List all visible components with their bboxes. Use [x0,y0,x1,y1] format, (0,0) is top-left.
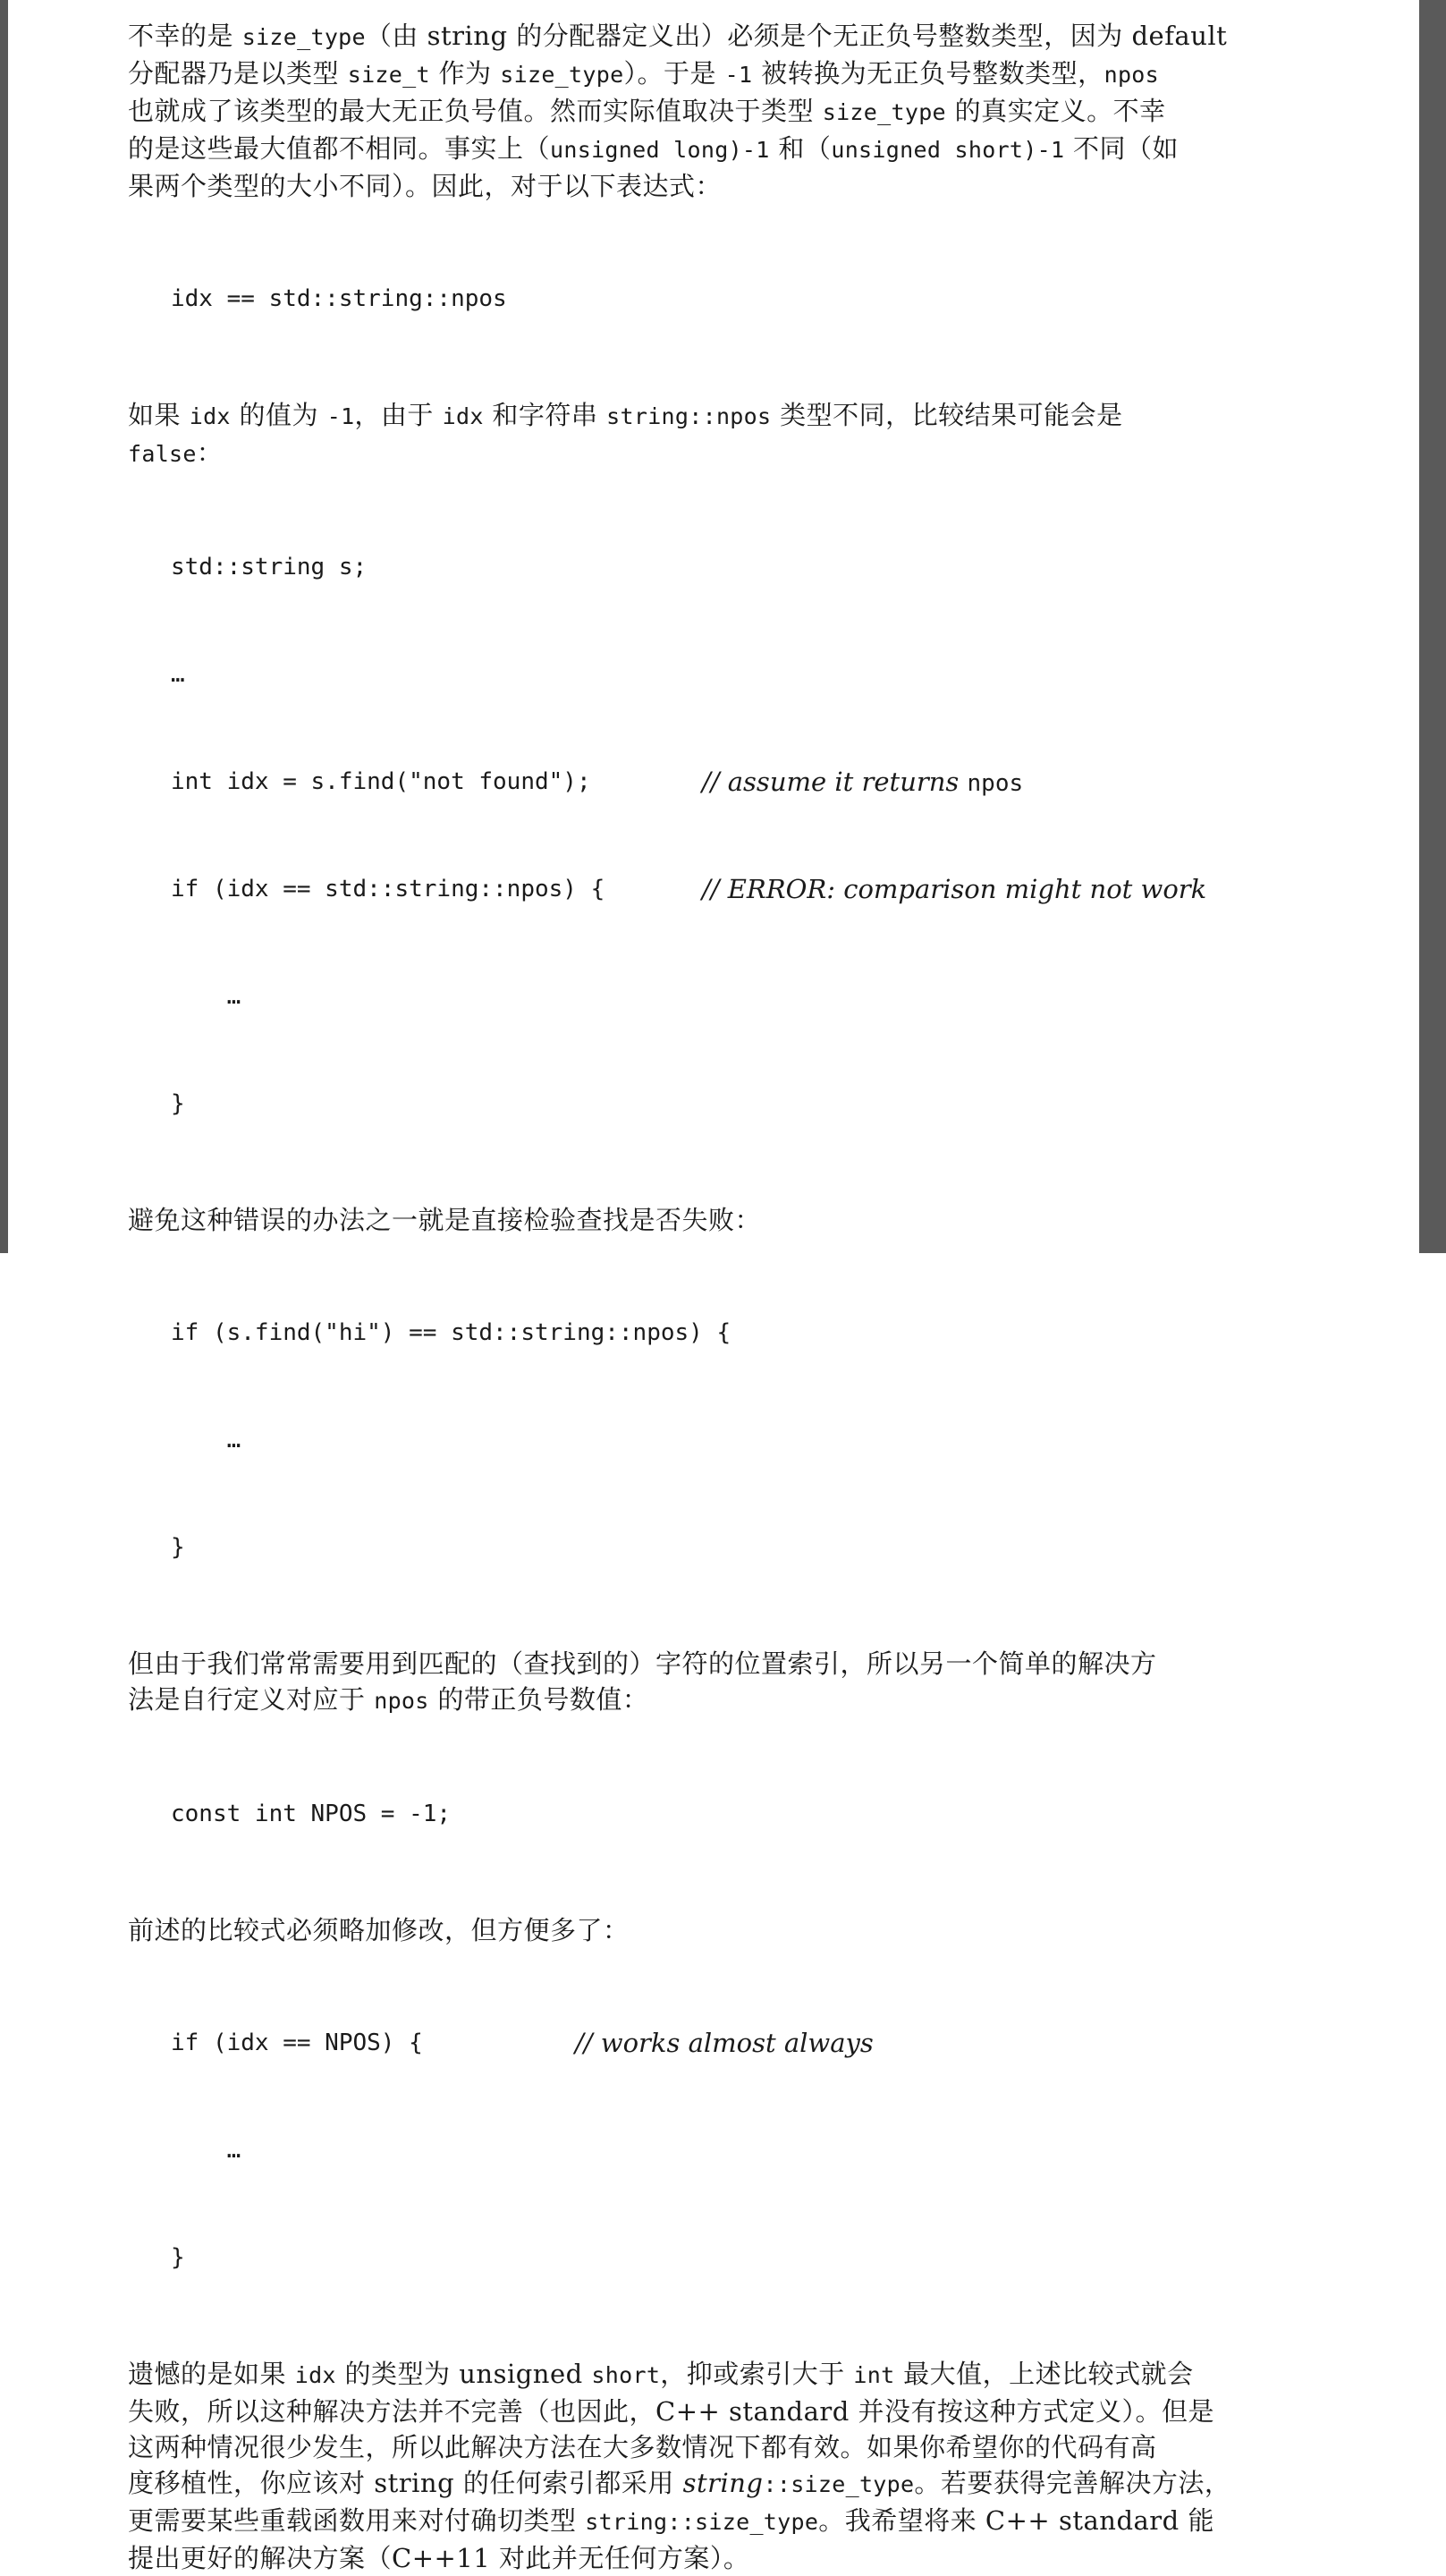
code-block-npos-const [128,1724,1326,1903]
text-line: 失败，所以这种解决方法并不完善（也因此，C++ standard 并没有按这种方式定义）。但是 [128,2396,1215,2427]
code-line: if (idx == std::string::npos) { // ERROR: comparison might not work [171,871,1326,907]
text-line: 但由于我们常常需要用到匹配的（查找到的）字符的位置索引，所以另一个简单的解决方 [128,1648,1157,1679]
paragraph-size-type-intro [128,18,1326,204]
text-line: 更需要某些重载函数用来对付确切类型 string::size_type。我希望将来 C++ standard 能 [128,2505,1214,2536]
text-line: 遗憾的是如果 idx 的类型为 unsigned short，抑或索引大于 int 最大值，上述比较式就会 [128,2359,1194,2389]
text-line: 不幸的是 size_type（由 string 的分配器定义出）必须是个无正负号整数类型，因为 default [128,21,1228,51]
code-line: if (s.find("hi") == std::string::npos) { [171,1319,731,1346]
code-line: } [171,1090,185,1117]
paragraph-conclusion [128,2356,1326,2576]
code-comment: // ERROR: comparison might not work [702,874,1207,904]
code-line: if (idx == NPOS) { // works almost always [171,2025,1326,2061]
code-line: } [171,2244,185,2271]
text-line: 度移植性，你应该对 string 的任何索引都采用 string::size_type。若要获得完善解决方法， [128,2468,1231,2498]
code-block-npos-comparison [128,209,1326,388]
text-line: 法是自行定义对应于 npos 的带正负号数值： [128,1684,649,1715]
code-line: … [171,983,241,1010]
text-line: 这两种情况很少发生，所以此解决方法在大多数情况下都有效。如果你希望你的代码有高 [128,2432,1157,2462]
paragraph-modified-comparison [128,1912,1326,1948]
paragraph-comparison-false [128,397,1326,472]
page-edge-right [1419,0,1446,1253]
text-line: 前述的比较式必须略加修改，但方便多了： [128,1915,630,1945]
code-line: int idx = s.find("not found"); // assume it returns npos [171,764,1326,800]
paragraph-signed-npos [128,1646,1326,1719]
code-line: std::string s; [171,554,368,580]
text-line: 果两个类型的大小不同）。因此，对于以下表达式： [128,171,723,201]
code-line: … [171,1427,241,1453]
code-line: } [171,1534,185,1561]
code-line: idx == std::string::npos [171,285,507,312]
code-comment: // assume it returns npos [702,767,1024,797]
code-line: const int NPOS = -1; [171,1801,452,1827]
text-line: 避免这种错误的办法之一就是直接检验查找是否失败： [128,1205,762,1235]
code-comment: // works almost always [575,2028,874,2058]
text-line: false： [128,437,224,468]
code-block-npos-usage [128,1953,1326,2347]
code-block-direct-check [128,1243,1326,1637]
text-line: 分配器乃是以类型 size_t 作为 size_type）。于是 -1 被转换为无正负号整数类型，npos [128,58,1159,89]
code-block-find-example [128,478,1326,1193]
text-line: 也就成了该类型的最大无正负号值。然而实际值取决于类型 size_type 的真实定义。不幸 [128,96,1166,126]
text-line: 的是这些最大值都不相同。事实上（unsigned long)-1 和（unsigned short)-1 不同（如 [128,133,1180,164]
code-line: … [171,2137,241,2164]
paragraph-avoid-error [128,1202,1326,1238]
document-page [128,18,1326,2576]
page-edge-left [0,0,8,1253]
code-line: … [171,661,185,688]
text-line: 提出更好的解决方案（C++11 对此并无任何方案）。 [128,2543,750,2573]
text-line: 如果 idx 的值为 -1，由于 idx 和字符串 string::npos 类型不同，比较结果可能会是 [128,400,1123,430]
